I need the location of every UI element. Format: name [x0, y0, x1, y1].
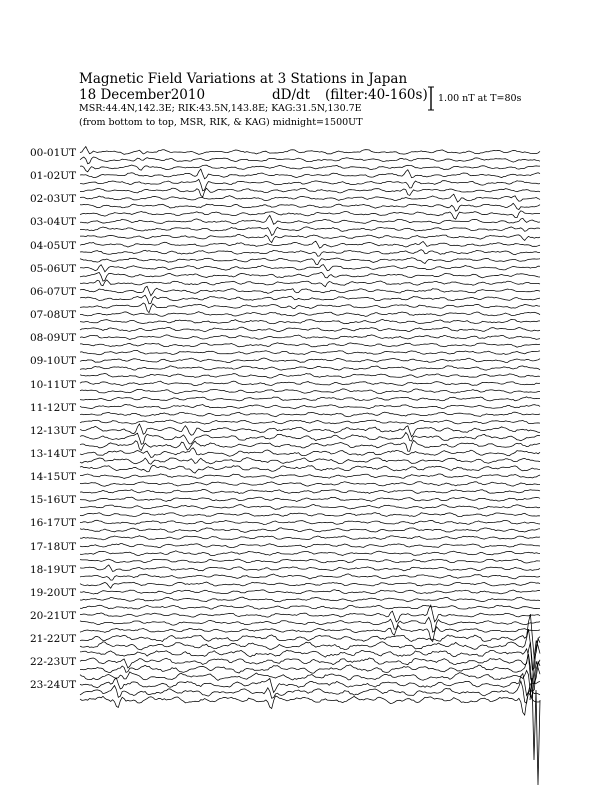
- trace-05-06UT-KAG: [80, 265, 540, 272]
- hour-label-0: 00-01UT: [30, 147, 77, 159]
- trace-10-11UT-MSR: [80, 397, 540, 401]
- trace-03-04UT-MSR: [80, 234, 540, 242]
- trace-20-21UT-MSR: [80, 626, 540, 642]
- trace-15-16UT-MSR: [80, 513, 540, 517]
- trace-11-12UT-MSR: [80, 420, 540, 424]
- hour-label-15: 15-16UT: [30, 494, 77, 507]
- hour-label-8: 08-09UT: [30, 332, 77, 345]
- derivative-label: dD/dt: [272, 87, 311, 103]
- hour-label-13: 13-14UT: [30, 447, 77, 460]
- trace-13-14UT-MSR: [80, 465, 540, 473]
- hour-label-12: 12-13UT: [30, 424, 77, 437]
- trace-13-14UT-RIK: [80, 458, 540, 465]
- trace-16-17UT-MSR: [80, 536, 540, 540]
- trace-02-03UT-MSR: [80, 211, 540, 219]
- trace-12-13UT-RIK: [80, 432, 540, 444]
- trace-23-24UT-MSR: [80, 692, 540, 715]
- trace-03-04UT-RIK: [80, 227, 540, 236]
- scale-bar: [428, 87, 434, 110]
- trace-00-01UT-RIK: [80, 157, 540, 164]
- trace-05-06UT-RIK: [80, 272, 540, 281]
- hour-label-20: 20-21UT: [30, 610, 77, 622]
- hour-label-11: 11-12UT: [30, 401, 77, 414]
- trace-01-02UT-MSR: [80, 188, 540, 197]
- station-coordinates: MSR:44.4N,142.3E; RIK:43.5N,143.8E; KAG:31.5N,130.7E: [79, 103, 362, 114]
- trace-00-01UT-MSR: [80, 165, 540, 172]
- trace-13-14UT-KAG: [80, 448, 540, 458]
- trace-02-03UT-RIK: [80, 203, 540, 211]
- trace-04-05UT-RIK: [80, 250, 540, 257]
- trace-10-11UT-KAG: [80, 381, 540, 385]
- hour-label-7: 07-08UT: [30, 309, 77, 322]
- hour-label-14: 14-15UT: [30, 471, 77, 484]
- trace-19-20UT-MSR: [80, 605, 540, 609]
- trace-15-16UT-KAG: [80, 497, 540, 501]
- trace-12-13UT-MSR: [80, 440, 540, 451]
- trace-22-23UT-KAG: [80, 642, 540, 683]
- trace-23-24UT-RIK: [80, 681, 540, 703]
- hour-label-17: 17-18UT: [30, 540, 77, 553]
- hour-label-23: 23-24UT: [30, 679, 77, 692]
- chart-date: 18 December2010: [79, 87, 206, 103]
- hour-label-5: 05-06UT: [30, 262, 77, 275]
- hour-label-18: 18-19UT: [30, 563, 77, 576]
- trace-11-12UT-RIK: [80, 412, 540, 417]
- trace-21-22UT-RIK: [80, 629, 540, 670]
- trace-09-10UT-RIK: [80, 366, 540, 371]
- hour-label-6: 06-07UT: [30, 285, 77, 298]
- trace-14-15UT-KAG: [80, 474, 540, 479]
- trace-01-02UT-RIK: [80, 179, 540, 191]
- hour-label-19: 19-20UT: [30, 586, 77, 599]
- trace-18-19UT-KAG: [80, 565, 540, 572]
- trace-17-18UT-MSR: [80, 559, 540, 563]
- trace-06-07UT-RIK: [80, 295, 540, 304]
- trace-06-07UT-KAG: [80, 286, 540, 295]
- hour-label-21: 21-22UT: [30, 633, 77, 646]
- trace-16-17UT-RIK: [80, 528, 540, 533]
- trace-20-21UT-RIK: [80, 617, 540, 632]
- trace-15-16UT-RIK: [80, 505, 540, 510]
- trace-00-01UT-KAG: [80, 147, 540, 155]
- trace-10-11UT-RIK: [80, 389, 540, 394]
- hour-label-3: 03-04UT: [30, 216, 77, 229]
- trace-17-18UT-KAG: [80, 544, 540, 548]
- hour-label-22: 22-23UT: [30, 656, 77, 669]
- scale-label: 1.00 nT at T=80s: [438, 93, 522, 104]
- trace-14-15UT-MSR: [80, 489, 540, 493]
- trace-14-15UT-RIK: [80, 482, 540, 487]
- trace-02-03UT-KAG: [80, 194, 540, 202]
- hour-label-1: 01-02UT: [30, 170, 77, 183]
- trace-08-09UT-MSR: [80, 350, 540, 354]
- trace-04-05UT-MSR: [80, 258, 540, 265]
- trace-09-10UT-KAG: [80, 358, 540, 363]
- trace-06-07UT-MSR: [80, 303, 540, 313]
- hour-label-4: 04-05UT: [30, 239, 77, 252]
- trace-18-19UT-RIK: [80, 574, 540, 580]
- chart-title: Magnetic Field Variations at 3 Stations in Japan: [79, 71, 408, 87]
- trace-09-10UT-MSR: [80, 373, 540, 378]
- filter-label: (filter:40-160s): [325, 87, 428, 103]
- trace-16-17UT-KAG: [80, 520, 540, 524]
- trace-03-04UT-KAG: [80, 215, 540, 224]
- trace-08-09UT-RIK: [80, 343, 540, 347]
- trace-group: [80, 147, 540, 785]
- trace-08-09UT-KAG: [80, 335, 540, 340]
- trace-11-12UT-KAG: [80, 404, 540, 408]
- trace-19-20UT-KAG: [80, 590, 540, 594]
- trace-17-18UT-RIK: [80, 551, 540, 556]
- trace-18-19UT-MSR: [80, 582, 540, 588]
- trace-07-08UT-MSR: [80, 327, 540, 332]
- hour-label-2: 02-03UT: [30, 193, 77, 206]
- trace-04-05UT-KAG: [80, 241, 540, 248]
- hour-label-10: 10-11UT: [30, 378, 77, 391]
- trace-01-02UT-KAG: [80, 169, 540, 179]
- hour-label-16: 16-17UT: [30, 517, 77, 530]
- hour-label-9: 09-10UT: [30, 355, 77, 368]
- station-order-note: (from bottom to top, MSR, RIK, & KAG) midnight=1500UT: [79, 117, 363, 128]
- trace-19-20UT-RIK: [80, 597, 540, 602]
- trace-05-06UT-MSR: [80, 280, 540, 287]
- trace-07-08UT-RIK: [80, 319, 540, 323]
